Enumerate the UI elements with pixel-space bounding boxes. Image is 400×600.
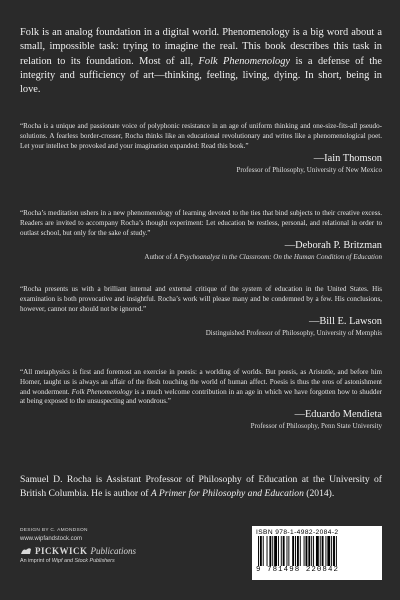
isbn-number: ISBN 978-1-4982-2084-2 bbox=[256, 529, 339, 536]
blurb-quote: “Rocha’s meditation ushers in a new phenomenology of learning devoted to the ties that bind subjects to their creative excess. Readers are invited to accompany Rocha’s thought experiment: Let education be restless, personal, and relational in order to outlast school, but only for the sake of study.” bbox=[20, 209, 382, 237]
blurb-author: —Bill E. Lawson bbox=[308, 316, 382, 328]
blurb-author: —Iain Thomson bbox=[313, 153, 382, 165]
blurb-lawson bbox=[20, 285, 382, 338]
bio-book-title: A Primer for Philosophy and Education bbox=[150, 487, 304, 499]
book-description bbox=[20, 26, 382, 98]
blurb-quote: “Rocha is a unique and passionate voice of polyphonic resistance in an age of uniform thinking and one-size-fits-all pseudo-solutions. A fearless border-crosser, Rocha thinks like an educational revolutionary and writes like a phenomenological poet. Let your intellect be provoked and your imagination expanded: Read this book.” bbox=[20, 122, 382, 150]
blurb-author-title: Professor of Philosophy, University of New Mexico bbox=[236, 165, 382, 174]
blurb-author: —Eduardo Mendieta bbox=[294, 409, 382, 421]
design-credit: DESIGN BY C. AMONDSON bbox=[20, 528, 88, 533]
publisher-url: www.wipfandstock.com bbox=[20, 536, 83, 542]
publisher-credits bbox=[20, 528, 220, 564]
barcode-digits: 9 781498 220842 bbox=[256, 566, 340, 574]
publisher-logo: PICKWICK Publications bbox=[20, 546, 220, 556]
pickwick-logo-icon bbox=[20, 546, 32, 556]
isbn-barcode bbox=[252, 526, 382, 580]
blurb-author-title: Distinguished Professor of Philosophy, University of Memphis bbox=[205, 328, 382, 337]
description-text-1: Folk is an analog foundation in a digital world. Phenomenology is a big word about a small, impossible task: trying to imagine the real. This book describes this task in relation to its foundation. Most of all, bbox=[20, 27, 382, 67]
blurb-author-title: Professor of Philosophy, Penn State University bbox=[250, 421, 382, 430]
barcode-bars bbox=[256, 536, 378, 566]
blurb-quote: “All metaphysics is first and foremost an exercise in poesis: a worlding of worlds. But poesis, as Aristotle, and before him Homer, taught us is always an affair of the flesh touching the world of human affect. Poesis is thus the eros of astonishment and wonderment. Folk Phenomenology is a much welcome contribution in an age in which we have forgotten how to shudder at being exposed to the unsuspecting and wondrous.” bbox=[20, 368, 382, 406]
author-bio: Samuel D. Rocha is Assistant Professor of Philosophy of Education at the University of British Columbia. He is author of A Primer for Philosophy and Education (2014). bbox=[20, 474, 382, 499]
blurb-thomson bbox=[20, 122, 382, 175]
blurb-author-title: Author of A Psychoanalyst in the Classroom: On the Human Condition of Education bbox=[144, 252, 382, 261]
imprint-line: An imprint of Wipf and Stock Publishers bbox=[20, 558, 115, 564]
blurb-britzman bbox=[20, 209, 382, 262]
blurb-quote: “Rocha presents us with a brilliant internal and external critique of the system of education in the United States. His examination is both provocative and insightful. Rocha’s work will please many and be condemned by a few. His conclusions, however, cannot nor should not be ignored.” bbox=[20, 285, 382, 313]
blurb-author: —Deborah P. Britzman bbox=[284, 240, 382, 252]
description-text-2: is a defense of the integrity and sufficiency of art—thinking, feeling, living, dying. In short, being in love. bbox=[20, 55, 382, 96]
description-book-title: Folk Phenomenology bbox=[198, 55, 290, 67]
blurb-mendieta bbox=[20, 368, 382, 430]
